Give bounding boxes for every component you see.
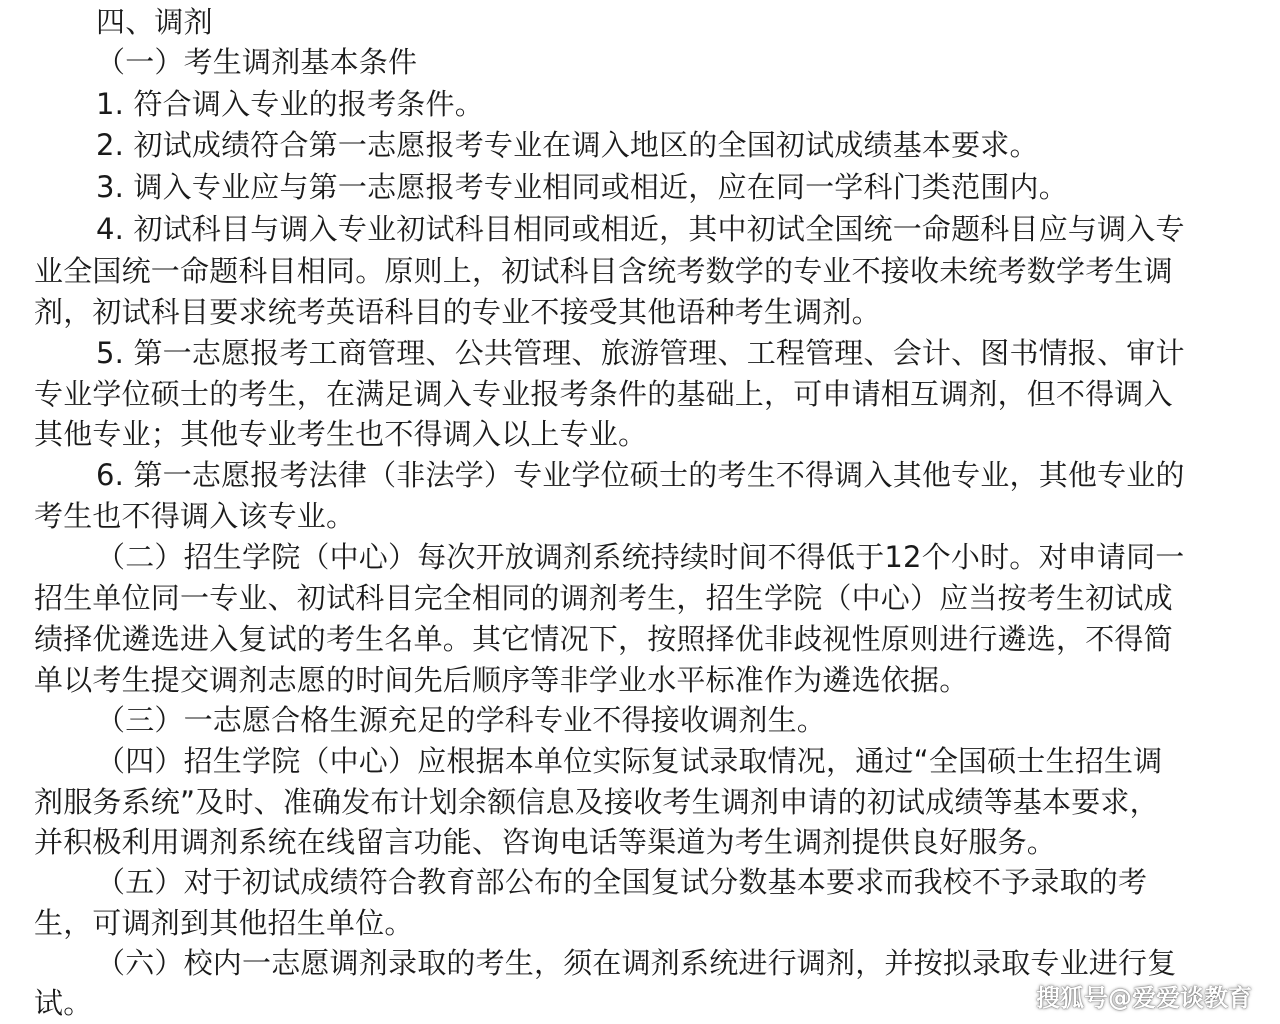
section-heading: 四、调剂 (96, 5, 213, 39)
text-line: 试。 (34, 986, 93, 1020)
text-line: （五）对于初试成绩符合教育部公布的全国复试分数基本要求而我校不予录取的考 (96, 865, 1148, 899)
text-line: 剂服务系统”及时、准确发布计划余额信息及接收考生调剂申请的初试成绩等基本要求， (34, 785, 1159, 819)
text-line: 单以考生提交调剂志愿的时间先后顺序等非学业水平标准作为遴选依据。 (34, 663, 969, 697)
text-line: 3. 调入专业应与第一志愿报考专业相同或相近，应在同一学科门类范围内。 (96, 170, 1068, 204)
text-line: 招生单位同一专业、初试科目完全相同的调剂考生，招生学院（中心）应当按考生初试成 (34, 581, 1173, 615)
text-line: （六）校内一志愿调剂录取的考生，须在调剂系统进行调剂，并按拟录取专业进行复 (96, 946, 1177, 980)
text-line: 生，可调剂到其他招生单位。 (34, 906, 414, 940)
text-line: 5. 第一志愿报考工商管理、公共管理、旅游管理、工程管理、会计、图书情报、审计 (96, 336, 1185, 370)
text-line: （二）招生学院（中心）每次开放调剂系统持续时间不得低于12个小时。对申请同一 (96, 540, 1185, 574)
text-line: 绩择优遴选进入复试的考生名单。其它情况下，按照择优非歧视性原则进行遴选，不得简 (34, 622, 1173, 656)
text-line: 1. 符合调入专业的报考条件。 (96, 87, 484, 121)
text-line: 4. 初试科目与调入专业初试科目相同或相近，其中初试全国统一命题科目应与调入专 (96, 212, 1185, 246)
text-line: （四）招生学院（中心）应根据本单位实际复试录取情况，通过“全国硕士生招生调 (96, 744, 1163, 778)
subsection-heading: （一）考生调剂基本条件 (96, 45, 418, 79)
text-line: 并积极利用调剂系统在线留言功能、咨询电话等渠道为考生调剂提供良好服务。 (34, 825, 1057, 859)
source-watermark: 搜狐号@爱爱谈教育 (1036, 984, 1252, 1012)
text-line: （三）一志愿合格生源充足的学科专业不得接收调剂生。 (96, 703, 827, 737)
text-line: 其他专业；其他专业考生也不得调入以上专业。 (34, 417, 648, 451)
text-line: 6. 第一志愿报考法律（非法学）专业学位硕士的考生不得调入其他专业，其他专业的 (96, 458, 1185, 492)
text-line: 专业学位硕士的考生，在满足调入专业报考条件的基础上，可申请相互调剂，但不得调入 (34, 377, 1173, 411)
text-line: 考生也不得调入该专业。 (34, 499, 356, 533)
text-line: 剂，初试科目要求统考英语科目的专业不接受其他语种考生调剂。 (34, 295, 881, 329)
text-line: 业全国统一命题科目相同。原则上，初试科目含统考数学的专业不接收未统考数学考生调 (34, 254, 1173, 288)
text-line: 2. 初试成绩符合第一志愿报考专业在调入地区的全国初试成绩基本要求。 (96, 128, 1039, 162)
